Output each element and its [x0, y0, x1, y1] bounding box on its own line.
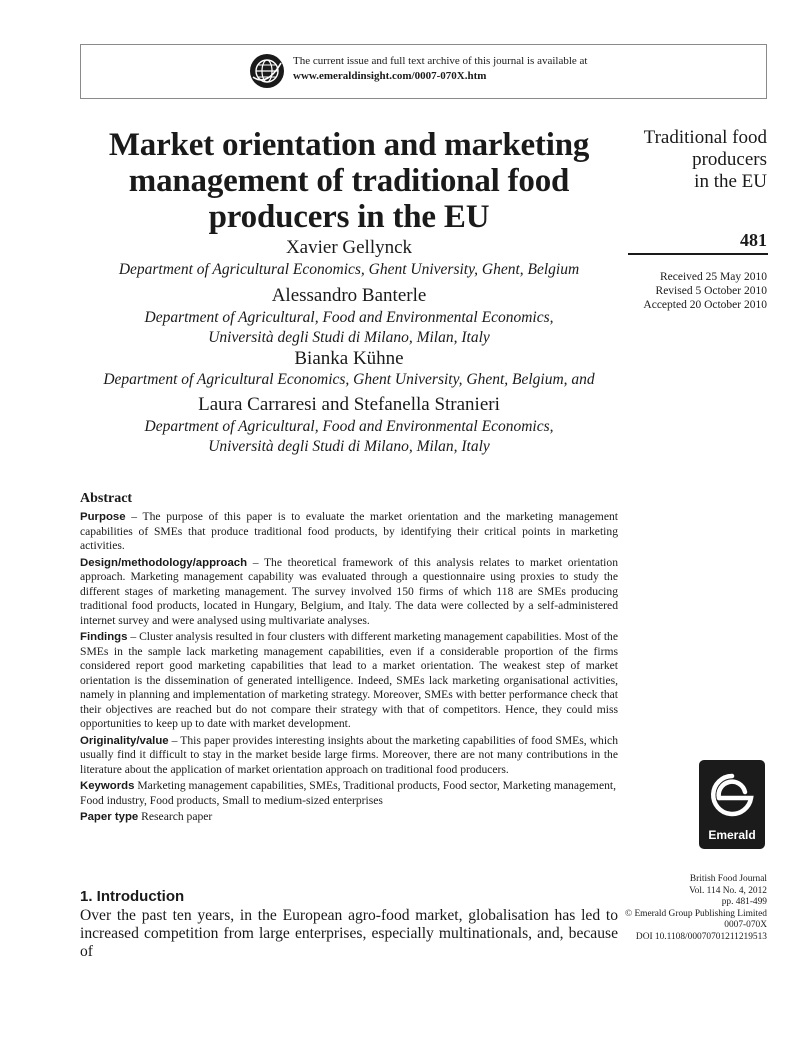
abstract-purpose: Purpose – The purpose of this paper is to evaluate the market orientation and the marketing management capabilities of SMEs that produce traditional food products, by identifying their critical points in marketing activities. — [80, 510, 618, 552]
author-name: Xavier Gellynck — [285, 237, 413, 258]
running-title: Traditional food producers in the EU — [643, 127, 767, 192]
author-name: Alessandro Banterle — [271, 285, 427, 306]
journal-url-link[interactable]: www.emeraldinsight.com/0007-070X.htm — [293, 70, 487, 82]
sidebar-divider — [628, 253, 768, 255]
banner-text: The current issue and full text archive of this journal is available at — [293, 55, 588, 67]
author-affiliation: Department of Agricultural, Food and Environmental Economics, Università degli Studi di Milano, Milan, Italy — [144, 418, 554, 455]
abstract-findings: Findings – Cluster analysis resulted in four clusters with different marketing management capabilities. Most of the SMEs in the sample lack marketing management capabilities, even if a considerable proportion of the firms considered report good marketing capabilities that lead to a market orientation. The weakest step of market orientation is the dissemination of generated intelligence. Indeed, SMEs lack marketing organisational activities, namely in planning and implementation of marketing strategy. Moreover, SMEs with better performance check that their objectives are reached but do not compare their strategy with that of competitors. Hence, they could miss opportunities to keep up to date with market development. — [80, 630, 618, 730]
author-affiliation: Department of Agricultural, Food and Environmental Economics, Università degli Studi di Milano, Milan, Italy — [144, 309, 554, 346]
introduction-heading: 1. Introduction — [80, 888, 185, 905]
author-affiliation: Department of Agricultural Economics, Ghent University, Ghent, Belgium, and — [103, 371, 595, 388]
submission-dates: Received 25 May 2010 Revised 5 October 2010 Accepted 20 October 2010 — [643, 271, 767, 311]
author-name: Laura Carraresi and Stefanella Stranieri — [198, 394, 500, 415]
emerald-logo — [699, 760, 765, 849]
emerald-globe-icon — [249, 53, 285, 89]
introduction-text: Over the past ten years, in the European agro-food market, globalisation has led to increased competition from large enterprises, especially multinationals, and, because of — [80, 907, 618, 960]
abstract-design: Design/methodology/approach – The theoretical framework of this analysis relates to market orientation approach. Marketing management capability was evaluated through a questionnaire using proxies to study the different stages of marketing management. The survey involved 150 firms of which 118 are SMEs producing traditional food products, located in Hungary, Belgium, and Italy. The data were collected by a self-administered internet survey and were analysed using multivariate analyses. — [80, 555, 618, 627]
abstract-keywords: Keywords Marketing management capabilities, SMEs, Traditional products, Food sector, Marketing management, Food industry, Food products, Small to medium-sized enterprises — [80, 779, 617, 807]
paper-title: Market orientation and marketing management of traditional food producers in the EU — [108, 127, 590, 235]
author-name: Bianka Kühne — [294, 348, 404, 369]
emerald-e-icon — [699, 762, 765, 828]
publisher-name: Emerald — [708, 828, 756, 842]
author-affiliation: Department of Agricultural Economics, Ghent University, Ghent, Belgium — [118, 261, 580, 278]
abstract-paper-type: Paper type Research paper — [80, 810, 213, 823]
abstract-body — [80, 510, 618, 827]
abstract-heading: Abstract — [80, 491, 133, 506]
journal-access-banner — [80, 44, 767, 99]
journal-info: British Food Journal Vol. 114 No. 4, 2012 pp. 481-499 © Emerald Group Publishing Limited 0007-070X DOI 10.1108/00070701211219513 — [624, 874, 767, 942]
page-number: 481 — [740, 230, 767, 250]
abstract-originality: Originality/value – This paper provides interesting insights about the marketing capabilities of food SMEs, which usually find it difficult to stay in the market beside large firms. Moreover, there are not many contributions in the literature about the application of market orientation approach on traditional food producers. — [80, 733, 619, 776]
